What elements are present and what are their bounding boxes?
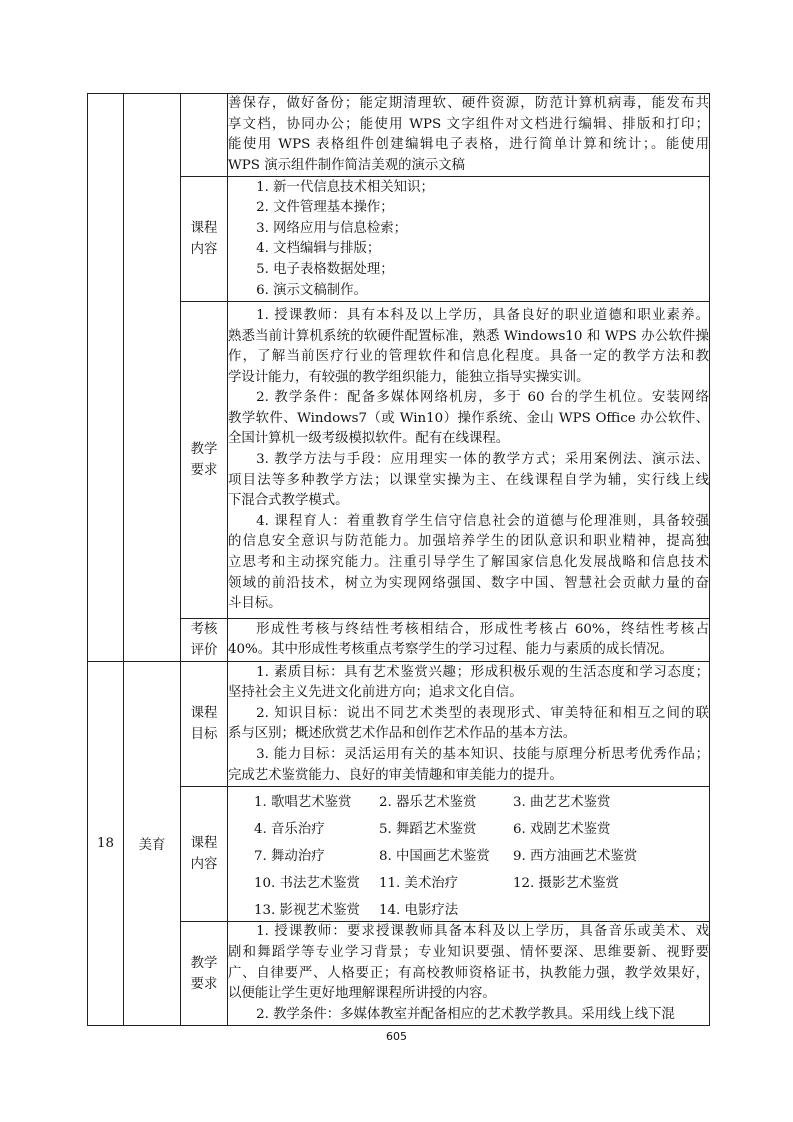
text-line: 3. 能力目标：灵活运用有关的基本知识、技能与原理分析思考优秀作品； [256, 746, 709, 762]
text-line: 作，了解当前医疗行业的管理软件和信息化程度。具备一定的教学方法和教 [228, 349, 709, 365]
text-line: 熟悉当前计算机系统的软硬件配置标准，熟悉 Windows10 和 WPS 办公软件操 [228, 328, 709, 344]
content-item: 12. 摄影艺术鉴赏 [513, 875, 619, 891]
text-line: 下混合式教学模式。 [228, 493, 349, 509]
row-label-cell [181, 619, 228, 662]
text-line: 全国计算机一级考级模拟软件。配有在线课程。 [228, 431, 510, 447]
row-label-cell [181, 922, 228, 1026]
text-line: 系与区别；概述欣赏艺术作品和创作艺术作品的基本方法。 [228, 726, 577, 742]
table-row [88, 619, 710, 662]
text-line: 1. 素质目标：具有艺术鉴赏兴趣；形成积极乐观的生活态度和学习态度； [256, 664, 709, 680]
row-content [228, 302, 710, 619]
row-label: 课程内容 [190, 221, 218, 258]
table-row [88, 177, 710, 302]
curriculum-table [87, 93, 710, 1026]
text-line: 6. 演示文稿制作。 [256, 282, 367, 298]
table-row [88, 302, 710, 619]
content-item: 11. 美术治疗 [379, 875, 459, 891]
row-label-cell [181, 177, 228, 302]
row-content [228, 619, 710, 662]
text-line: 享文档，协同办公；能使用 WPS 文字组件对文档进行编辑、排版和打印； [228, 116, 709, 132]
row-content [228, 94, 710, 177]
content-item: 3. 曲艺艺术鉴赏 [513, 794, 611, 810]
content-item: 4. 音乐治疗 [254, 821, 325, 837]
text-line: 4. 课程育人：着重教育学生信守信息社会的道德与伦理准则，具备较强 [256, 513, 709, 529]
text-line: 领域的前沿技术，树立为实现网络强国、数字中国、智慧社会贡献力量的奋 [228, 575, 709, 591]
row-label: 课程目标 [190, 706, 218, 743]
row-label: 教学要求 [190, 442, 218, 479]
text-line: 以便能让学生更好地理解课程所讲授的内容。 [228, 986, 496, 1002]
row-label-cell [181, 302, 228, 619]
text-line: 完成艺术鉴赏能力、良好的审美情趣和审美能力的提升。 [228, 767, 563, 783]
course-number: 18 [88, 662, 124, 1026]
text-line: 坚持社会主义先进文化前进方向；追求文化自信。 [228, 685, 523, 701]
row-content [228, 922, 710, 1026]
course-name [124, 94, 181, 662]
text-line: 善保存，做好备份；能定期清理软、硬件资源，防范计算机病毒，能发布共 [228, 96, 709, 111]
row-content [228, 787, 710, 922]
row-label-cell [181, 662, 228, 787]
content-item: 8. 中国画艺术鉴赏 [379, 848, 490, 864]
text-line: 4. 文档编辑与排版； [256, 241, 381, 257]
text-line: 1. 授课教师：具有本科及以上学历，具备良好的职业道德和职业素养。 [256, 307, 709, 323]
content-item: 2. 器乐艺术鉴赏 [379, 794, 477, 810]
text-line: 3. 教学方法与手段：应用理实一体的教学方式；采用案例法、演示法、 [256, 452, 709, 468]
table-row [88, 662, 710, 787]
text-line: 2. 教学条件：配备多媒体网络机房，多于 60 台的学生机位。安装网络 [256, 390, 709, 406]
content-item: 10. 书法艺术鉴赏 [254, 875, 360, 891]
text-line: 形成性考核与终结性考核相结合，形成性考核占 60%，终结性考核占 [256, 621, 709, 637]
row-content [228, 177, 710, 302]
text-line: 的信息安全意识与防范能力。加强培养学生的团队意识和职业精神，提高独 [228, 534, 709, 550]
text-line: 斗目标。 [228, 596, 282, 612]
text-line: 2. 教学条件：多媒体教室并配备相应的艺术教学教具。采用线上线下混 [256, 1006, 675, 1022]
text-line: 1. 新一代信息技术相关知识； [256, 179, 434, 195]
row-label-cell [181, 787, 228, 922]
text-line: 广、自律要严、人格要正；有高校教师资格证书，执教能力强，教学效果好， [228, 965, 709, 981]
content-item: 14. 电影疗法 [379, 902, 459, 918]
content-item: 13. 影视艺术鉴赏 [254, 902, 360, 918]
text-line: 40%。其中形成性考核重点考察学生的学习过程、能力与素质的成长情况。 [228, 642, 673, 658]
text-line: 3. 网络应用与信息检索； [256, 220, 408, 236]
content-item-grid [228, 788, 709, 921]
table-row [88, 922, 710, 1026]
row-label: 考核评价 [190, 622, 218, 659]
content-item: 7. 舞动治疗 [254, 848, 325, 864]
table-row [88, 787, 710, 922]
course-number [88, 94, 124, 662]
text-line: 2. 文件管理基本操作； [256, 200, 394, 216]
content-item: 6. 戏剧艺术鉴赏 [513, 821, 611, 837]
text-line: WPS 演示组件制作简洁美观的演示文稿 [228, 157, 466, 173]
content-item: 9. 西方油画艺术鉴赏 [513, 848, 638, 864]
content-item: 5. 舞蹈艺术鉴赏 [379, 821, 477, 837]
text-line: 立思考和主动探究能力。注重引导学生了解国家信息化发展战略和信息技术 [228, 555, 709, 571]
page-number: 605 [386, 1030, 407, 1043]
text-line: 能使用 WPS 表格组件创建编辑电子表格，进行简单计算和统计；。能使用 [228, 137, 709, 153]
text-line: 2. 知识目标：说出不同艺术类型的表现形式、审美特征和相互之间的联 [256, 705, 709, 721]
text-line: 1. 授课教师：要求授课教师具备本科及以上学历，具备音乐或美术、戏 [256, 924, 709, 940]
text-line: 学设计能力，有较强的教学组织能力，能独立指导实操实训。 [228, 369, 590, 385]
row-label: 课程内容 [190, 836, 218, 873]
content-item: 1. 歌唱艺术鉴赏 [254, 794, 352, 810]
row-label: 教学要求 [190, 955, 218, 992]
text-line: 项目法等多种教学方法；以课堂实操为主、在线课程自学为辅，实行线上线 [228, 472, 709, 488]
course-name: 美育 [124, 662, 181, 1026]
table-row [88, 94, 710, 177]
text-line: 5. 电子表格数据处理； [256, 261, 394, 277]
row-label-cell [181, 94, 228, 177]
text-line: 教学软件、Windows7（或 Win10）操作系统、金山 WPS Office 办公软件、 [228, 410, 709, 426]
row-content [228, 662, 710, 787]
text-line: 剧和舞蹈学等专业学习背景；专业知识要强、情怀要深、思维要新、视野要 [228, 944, 709, 960]
